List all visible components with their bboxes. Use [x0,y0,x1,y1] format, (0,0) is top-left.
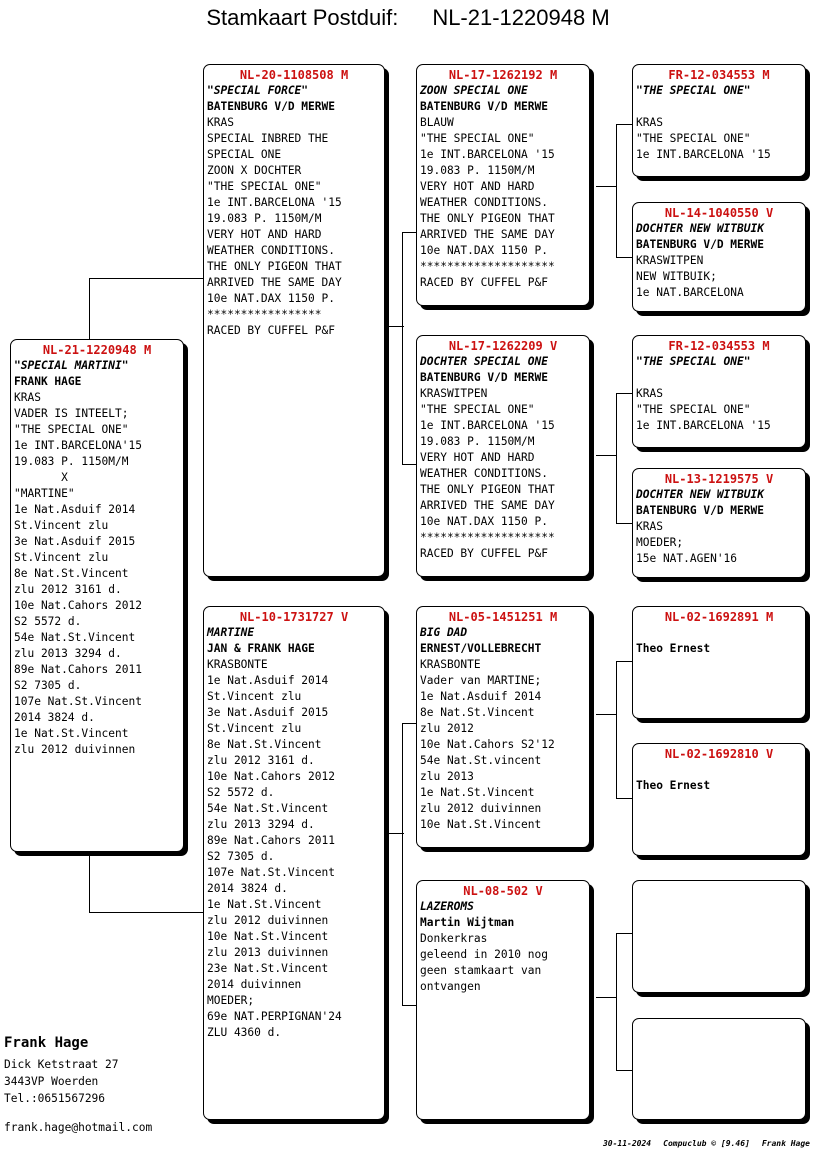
connector [616,1070,633,1071]
paternal-grandfather-card [416,64,590,306]
breeder-phone: Tel.:0651567296 [4,1092,106,1105]
pigeon-name: BIG DAD [420,626,468,639]
detail-line: zlu 2012 duivinnen [207,914,329,927]
pigeon-name: DOCHTER SPECIAL ONE [420,355,548,368]
detail-line: 1e INT.BARCELONA '15 [207,196,342,209]
detail-line: 89e Nat.Cahors 2011 [14,663,142,676]
details [207,115,381,339]
mm-mother-card [632,1018,806,1120]
fm-father-card [632,335,806,448]
detail-line: 54e Nat.St.Vincent [14,631,136,644]
detail-line: VERY HOT AND HARD [420,180,535,193]
ring-number: NL-17-1262192 M [448,68,558,82]
owner-name: JAN & FRANK HAGE [207,642,315,655]
pigeon-name: "THE SPECIAL ONE" [636,84,751,97]
detail-line: MOEDER; [636,536,684,549]
connector [616,523,633,524]
mm-father-card [632,880,806,993]
detail-line: 10e Nat.Cahors 2012 [14,599,142,612]
detail-line: 10e Nat.St.Vincent [420,818,542,831]
detail-line: Donkerkras [420,932,488,945]
detail-line: "THE SPECIAL ONE" [420,132,535,145]
connector [616,393,633,394]
detail-line: BLAUW [420,116,454,129]
detail-line: 107e Nat.St.Vincent [14,695,142,708]
detail-line: KRAS [636,387,663,400]
details [420,115,586,291]
owner-name: BATENBURG V/D MERWE [420,100,548,113]
detail-line: "THE SPECIAL ONE" [14,423,129,436]
details [207,657,381,1041]
detail-line: KRAS [636,116,663,129]
breeder-city: 3443VP Woerden [4,1075,99,1088]
detail-line: 8e Nat.St.Vincent [14,567,129,580]
detail-line: St.Vincent zlu [207,722,302,735]
detail-line: 1e INT.BARCELONA '15 [636,148,771,161]
pigeon-name [636,625,802,641]
detail-line: Vader van MARTINE; [420,674,542,687]
owner-name: ERNEST/VOLLEBRECHT [420,642,542,655]
breeder-info [4,1035,152,1136]
connector [616,257,633,258]
detail-line: 10e Nat.Cahors S2'12 [420,738,555,751]
detail-line: St.Vincent zlu [207,690,302,703]
pigeon-name: "SPECIAL FORCE" [207,84,309,97]
detail-line: zlu 2012 3161 d. [207,754,315,767]
paternal-grandmother-card [416,335,590,577]
details [420,386,586,562]
connector [89,912,204,913]
connector [89,856,90,913]
ring-number: FR-12-034553 M [668,68,770,82]
detail-line: KRASWITPEN [420,387,488,400]
detail-line: KRAS [636,520,663,533]
connector [616,661,617,799]
detail-line: MOEDER; [207,994,255,1007]
detail-line: ******************** [420,260,555,273]
owner-name [636,370,802,386]
owner-name: BATENBURG V/D MERWE [207,100,335,113]
connector [616,933,617,1071]
connector [89,278,204,279]
title-ring: NL-21-1220948 M [432,5,610,30]
detail-line: 10e NAT.DAX 1150 P. [207,292,335,305]
detail-line: "THE SPECIAL ONE" [636,403,751,416]
detail-line: THE ONLY PIGEON THAT [420,483,555,496]
fm-mother-card [632,468,806,578]
detail-line: 1e Nat.St.Vincent [420,786,535,799]
detail-line: 3e Nat.Asduif 2015 [14,535,136,548]
details [636,253,802,301]
detail-line: ARRIVED THE SAME DAY [420,499,555,512]
detail-line: zlu 2013 duivinnen [207,946,329,959]
detail-line: ontvangen [420,980,481,993]
detail-line: 1e Nat.St.Vincent [14,727,129,740]
detail-line: ARRIVED THE SAME DAY [420,228,555,241]
pigeon-name: DOCHTER NEW WITBUIK [636,488,764,501]
connector [616,933,633,934]
connector [402,232,403,465]
detail-line: 1e Nat.Asduif 2014 [207,674,329,687]
detail-line: 3e Nat.Asduif 2015 [207,706,329,719]
owner-name: BATENBURG V/D MERWE [636,504,764,517]
detail-line: "THE SPECIAL ONE" [207,180,322,193]
detail-line: 2014 3824 d. [14,711,95,724]
detail-line: RACED BY CUFFEL P&F [420,276,548,289]
detail-line: KRASWITPEN [636,254,704,267]
mf-mother-card [632,743,806,856]
detail-line: 89e Nat.Cahors 2011 [207,834,335,847]
ring-number: NL-08-502 V [463,884,543,898]
detail-line: St.Vincent zlu [14,551,109,564]
ff-mother-card [632,202,806,312]
detail-line: 10e NAT.DAX 1150 P. [420,515,548,528]
detail-line: 1e INT.BARCELONA '15 [636,419,771,432]
detail-line: KRAS [207,116,234,129]
ring-number: FR-12-034553 M [668,339,770,353]
print-stamp [603,1139,810,1148]
owner-name: Theo Ernest [636,779,711,792]
owner-name: Theo Ernest [636,642,711,655]
detail-line: S2 5572 d. [14,615,82,628]
ring-number: NL-21-1220948 M [42,343,152,357]
detail-line: KRASBONTE [207,658,268,671]
detail-line: KRAS [14,391,41,404]
connector [89,278,90,340]
detail-line: 1e INT.BARCELONA '15 [420,148,555,161]
detail-line: "THE SPECIAL ONE" [636,132,751,145]
detail-line: S2 7305 d. [207,850,275,863]
pigeon-name: LAZEROMS [420,900,474,913]
stamp-program: Compuclub © [9.46] [663,1139,750,1148]
detail-line: 1e INT.BARCELONA '15 [420,419,555,432]
father-card [203,64,385,577]
details [420,931,586,995]
pigeon-name: MARTINE [207,626,255,639]
owner-name: FRANK HAGE [14,375,82,388]
detail-line: 1e INT.BARCELONA'15 [14,439,142,452]
ring-number: NL-10-1731727 V [239,610,349,624]
breeder-street: Dick Ketstraat 27 [4,1058,119,1071]
detail-line: zlu 2012 3161 d. [14,583,122,596]
detail-line: 10e Nat.St.Vincent [207,930,329,943]
ring-number: NL-02-1692810 V [664,747,774,761]
detail-line: NEW WITBUIK; [636,270,717,283]
ring-number: NL-02-1692891 M [664,610,774,624]
detail-line: VADER IS INTEELT; [14,407,129,420]
ring-number: NL-20-1108508 M [239,68,349,82]
connector [596,455,617,456]
detail-line: THE ONLY PIGEON THAT [420,212,555,225]
detail-line: 23e Nat.St.Vincent [207,962,329,975]
pigeon-name: DOCHTER NEW WITBUIK [636,222,764,235]
detail-line: zlu 2012 duivinnen [14,743,136,756]
detail-line: KRASBONTE [420,658,481,671]
page-title [0,5,816,31]
detail-line: 10e NAT.DAX 1150 P. [420,244,548,257]
connector [616,124,617,258]
detail-line: X [14,471,68,484]
connector [616,393,617,524]
connector [596,186,617,187]
detail-line: 2014 3824 d. [207,882,288,895]
detail-line: ARRIVED THE SAME DAY [207,276,342,289]
detail-line: VERY HOT AND HARD [207,228,322,241]
connector [596,997,617,998]
pigeon-name: "SPECIAL MARTINI" [14,359,129,372]
detail-line: geleend in 2010 nog [420,948,548,961]
detail-line: 69e NAT.PERPIGNAN'24 [207,1010,342,1023]
connector [616,798,633,799]
detail-line: St.Vincent zlu [14,519,109,532]
breeder-name: Frank Hage [4,1035,89,1051]
detail-line: 54e Nat.St.Vincent [207,802,329,815]
stamp-date: 30-11-2024 [602,1139,652,1148]
details [420,657,586,833]
ring-number: NL-14-1040550 V [664,206,774,220]
details [636,115,802,163]
detail-line: "THE SPECIAL ONE" [420,403,535,416]
detail-line: "MARTINE" [14,487,75,500]
owner-name: BATENBURG V/D MERWE [636,238,764,251]
mother-card [203,606,385,1120]
detail-line: ZOON X DOCHTER [207,164,302,177]
detail-line: THE ONLY PIGEON THAT [207,260,342,273]
connector [596,714,617,715]
detail-line: 10e Nat.Cahors 2012 [207,770,335,783]
detail-line: 54e Nat.St.vincent [420,754,542,767]
detail-line: 19.083 P. 1150M/M [207,212,322,225]
detail-line: WEATHER CONDITIONS. [207,244,335,257]
ring-number: NL-05-1451251 M [448,610,558,624]
detail-line: 8e Nat.St.Vincent [207,738,322,751]
title-label: Stamkaart Postduif: [206,5,399,30]
pigeon-name: "THE SPECIAL ONE" [636,355,751,368]
detail-line: zlu 2013 [420,770,474,783]
detail-line: S2 5572 d. [207,786,275,799]
connector [616,661,633,662]
detail-line: zlu 2013 3294 d. [14,647,122,660]
detail-line: zlu 2012 [420,722,474,735]
subject-card [10,339,184,852]
maternal-grandmother-card [416,880,590,1120]
pigeon-name [636,762,802,778]
detail-line: WEATHER CONDITIONS. [420,196,548,209]
pigeon-name: ZOON SPECIAL ONE [420,84,528,97]
detail-line: 1e Nat.Asduif 2014 [14,503,136,516]
detail-line: 1e Nat.St.Vincent [207,898,322,911]
breeder-email: frank.hage@hotmail.com [4,1121,153,1134]
owner-name [636,99,802,115]
detail-line: RACED BY CUFFEL P&F [420,547,548,560]
stamp-user: Frank Hage [761,1139,810,1148]
details [636,386,802,434]
detail-line: ***************** [207,308,322,321]
detail-line: ZLU 4360 d. [207,1026,282,1039]
mf-father-card [632,606,806,719]
detail-line: 107e Nat.St.Vincent [207,866,335,879]
detail-line: 1e NAT.BARCELONA [636,286,744,299]
owner-name: Martin Wijtman [420,916,515,929]
details [14,390,180,758]
owner-name: BATENBURG V/D MERWE [420,371,548,384]
detail-line: WEATHER CONDITIONS. [420,467,548,480]
connector [616,124,633,125]
detail-line: ******************** [420,531,555,544]
detail-line: 19.083 P. 1150M/M [420,435,535,448]
ring-number: NL-17-1262209 V [448,339,558,353]
detail-line: SPECIAL INBRED THE [207,132,329,145]
detail-line: 2014 duivinnen [207,978,302,991]
detail-line: VERY HOT AND HARD [420,451,535,464]
ring-number: NL-13-1219575 V [664,472,774,486]
detail-line: 19.083 P. 1150M/M [14,455,129,468]
detail-line: geen stamkaart van [420,964,542,977]
detail-line: zlu 2012 duivinnen [420,802,542,815]
detail-line: 15e NAT.AGEN'16 [636,552,738,565]
maternal-grandfather-card [416,606,590,848]
detail-line: 1e Nat.Asduif 2014 [420,690,542,703]
detail-line: RACED BY CUFFEL P&F [207,324,335,337]
details [636,519,802,567]
detail-line: SPECIAL ONE [207,148,282,161]
detail-line: S2 7305 d. [14,679,82,692]
detail-line: 19.083 P. 1150M/M [420,164,535,177]
detail-line: 8e Nat.St.Vincent [420,706,535,719]
detail-line: zlu 2013 3294 d. [207,818,315,831]
ff-father-card [632,64,806,177]
connector [402,723,403,1006]
